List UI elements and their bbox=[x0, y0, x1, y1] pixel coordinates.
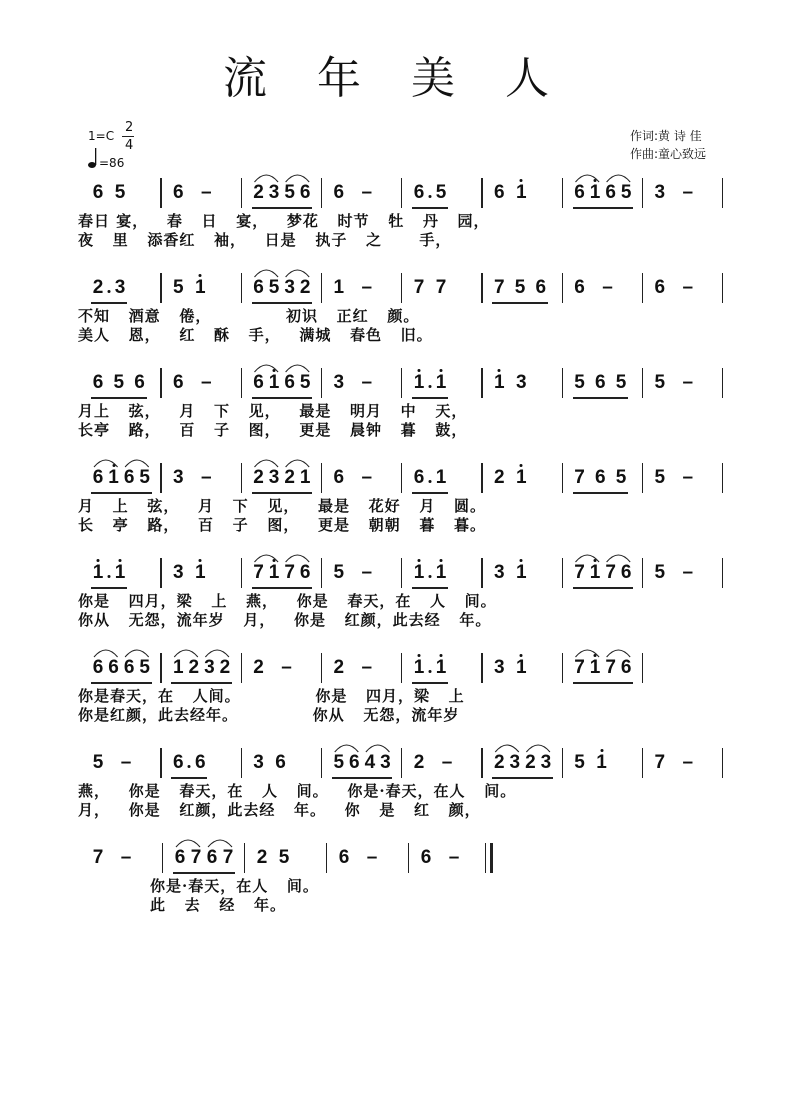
note: 2 bbox=[188, 657, 200, 678]
lyrics-verse-1: 你是·春天，在人 间。 bbox=[150, 877, 319, 895]
lyrics-verse-2: 月， 你是 红颜，此去经 年。 你 是 红 颜， bbox=[78, 801, 481, 819]
dash-mark: – bbox=[281, 657, 292, 678]
beam-underline bbox=[412, 587, 448, 589]
dash-mark: – bbox=[200, 372, 212, 393]
note: 2 bbox=[92, 277, 104, 298]
barline bbox=[401, 273, 402, 303]
note: 1 bbox=[268, 372, 280, 393]
note: 6 bbox=[123, 657, 135, 678]
note: 3 bbox=[268, 182, 280, 203]
beam-underline bbox=[412, 682, 448, 684]
high-octave-dot bbox=[440, 369, 443, 372]
beam-underline bbox=[492, 777, 553, 779]
note: 3 bbox=[268, 467, 280, 488]
time-signature-top: 2 bbox=[125, 120, 134, 135]
beam-underline bbox=[91, 302, 127, 304]
dash-mark: – bbox=[682, 562, 694, 583]
lyrics-verse-2: 你从 无怨，流年岁 月， 你是 红颜，此去经 年。 bbox=[78, 611, 492, 629]
barline bbox=[562, 368, 563, 398]
note: 6 bbox=[535, 277, 547, 298]
note: 1 bbox=[194, 562, 206, 583]
slur-arc bbox=[0, 730, 790, 760]
barline bbox=[562, 273, 563, 303]
note: 6 bbox=[620, 657, 632, 678]
note: 2 bbox=[284, 467, 295, 488]
note: 6 bbox=[284, 372, 295, 393]
slur-arc bbox=[0, 825, 790, 855]
beam-underline bbox=[573, 587, 634, 589]
beam-underline bbox=[252, 587, 313, 589]
dash-mark: – bbox=[120, 752, 132, 773]
note: 7 bbox=[253, 562, 264, 583]
beam-underline bbox=[252, 207, 313, 209]
barline bbox=[722, 368, 723, 398]
beam-underline bbox=[252, 397, 313, 399]
note: 4 bbox=[364, 752, 376, 773]
beam-underline bbox=[573, 397, 629, 399]
note: 7 bbox=[493, 277, 505, 298]
barline bbox=[642, 273, 643, 303]
note: 1 bbox=[333, 277, 345, 298]
note: 1 bbox=[596, 752, 607, 773]
note: 5 bbox=[268, 277, 280, 298]
barline bbox=[326, 843, 327, 873]
note: 6 bbox=[605, 182, 616, 203]
note: 1 bbox=[172, 657, 184, 678]
barline bbox=[481, 463, 482, 493]
note: 7 bbox=[654, 752, 666, 773]
barline bbox=[722, 273, 723, 303]
note: 3 bbox=[333, 372, 345, 393]
note: 6 bbox=[338, 847, 350, 868]
note: 5 bbox=[113, 372, 125, 393]
note: 5 bbox=[615, 467, 627, 488]
note: 6 bbox=[620, 562, 632, 583]
beam-underline bbox=[412, 207, 448, 209]
note: 2 bbox=[299, 277, 311, 298]
lyrics-verse-2: 长 亭 路， 百 子 图， 更是 朝朝 暮 暮。 bbox=[78, 516, 487, 534]
final-barline-thin bbox=[485, 843, 486, 873]
lyrics-verse-2: 此 去 经 年。 bbox=[150, 896, 287, 914]
note: 6 bbox=[413, 182, 425, 203]
note: 5 bbox=[654, 372, 666, 393]
beam-underline bbox=[91, 587, 127, 589]
high-octave-dot bbox=[600, 749, 603, 752]
slur-arc bbox=[0, 635, 790, 665]
note: 1 bbox=[515, 657, 527, 678]
high-octave-dot bbox=[418, 369, 421, 372]
notes-row bbox=[0, 558, 790, 592]
barline bbox=[244, 843, 245, 873]
note: 2 bbox=[333, 657, 345, 678]
dash-mark: – bbox=[361, 372, 373, 393]
dash-mark: – bbox=[361, 657, 373, 678]
note: 5 bbox=[114, 182, 126, 203]
note: 6 bbox=[123, 467, 135, 488]
note: 2 bbox=[219, 657, 231, 678]
note: 6 bbox=[92, 372, 104, 393]
barline bbox=[401, 368, 402, 398]
note: 6 bbox=[92, 467, 104, 488]
note: 1 bbox=[268, 562, 280, 583]
note: 1 bbox=[413, 562, 425, 583]
beam-underline bbox=[252, 492, 313, 494]
note: 6 bbox=[92, 657, 104, 678]
slur-arc bbox=[0, 160, 790, 190]
note: 1 bbox=[299, 467, 311, 488]
lyrics-verse-1: 春日 宴， 春 日 宴， 梦花 时节 牡 丹 园， bbox=[78, 212, 490, 230]
final-barline bbox=[490, 843, 493, 873]
dash-mark: – bbox=[682, 752, 694, 773]
beam-underline bbox=[252, 302, 313, 304]
augmentation-dot bbox=[108, 290, 111, 293]
lyrics-verse-1: 你是春天，在 人间。 你是 四月，梁 上 bbox=[78, 687, 465, 705]
note: 3 bbox=[493, 562, 505, 583]
note: 2 bbox=[253, 182, 264, 203]
note: 3 bbox=[509, 752, 521, 773]
note: 1 bbox=[413, 372, 425, 393]
note: 5 bbox=[139, 467, 150, 488]
barline bbox=[722, 463, 723, 493]
note: 2 bbox=[253, 657, 264, 678]
notes-row bbox=[0, 368, 790, 402]
note: 1 bbox=[515, 467, 527, 488]
beam-underline bbox=[173, 872, 235, 874]
note: 7 bbox=[190, 847, 202, 868]
notes-row bbox=[0, 273, 790, 307]
note: 6 bbox=[172, 182, 184, 203]
note: 5 bbox=[333, 562, 345, 583]
note: 5 bbox=[654, 562, 666, 583]
slur-arc bbox=[0, 350, 790, 380]
notes-row bbox=[0, 463, 790, 497]
note: 1 bbox=[589, 182, 601, 203]
note: 5 bbox=[172, 277, 184, 298]
notes-row bbox=[0, 843, 790, 877]
note: 5 bbox=[299, 372, 311, 393]
note: 1 bbox=[108, 467, 119, 488]
dash-mark: – bbox=[682, 182, 694, 203]
beam-underline bbox=[492, 302, 548, 304]
dash-mark: – bbox=[448, 847, 460, 868]
lyrics-verse-2: 长亭 路， 百 子 图， 更是 晨钟 暮 鼓， bbox=[78, 421, 468, 439]
dash-mark: – bbox=[200, 467, 212, 488]
barline bbox=[642, 748, 643, 778]
beam-underline bbox=[412, 397, 448, 399]
note: 6 bbox=[275, 752, 286, 773]
dash-mark: – bbox=[361, 467, 373, 488]
beam-underline bbox=[573, 207, 634, 209]
augmentation-dot bbox=[429, 385, 432, 388]
note: 7 bbox=[413, 277, 425, 298]
beam-underline bbox=[573, 492, 629, 494]
note: 5 bbox=[333, 752, 345, 773]
beam-underline bbox=[91, 682, 152, 684]
note: 7 bbox=[284, 562, 295, 583]
note: 5 bbox=[92, 752, 104, 773]
note: 5 bbox=[615, 372, 627, 393]
note: 2 bbox=[253, 467, 264, 488]
note: 5 bbox=[514, 277, 526, 298]
note: 1 bbox=[435, 562, 447, 583]
dash-mark: – bbox=[366, 847, 378, 868]
note: 3 bbox=[172, 467, 184, 488]
dash-mark: – bbox=[120, 847, 132, 868]
note: 6 bbox=[206, 847, 218, 868]
note: 6 bbox=[493, 182, 505, 203]
note: 6 bbox=[654, 277, 666, 298]
lyrics-verse-1: 不知 酒意 倦， 初识 正红 颜。 bbox=[78, 307, 420, 325]
note: 1 bbox=[435, 467, 447, 488]
note: 1 bbox=[114, 562, 126, 583]
barline bbox=[642, 653, 643, 683]
lyrics-verse-2: 你是红颜，此去经年。 你从 无怨，流年岁 bbox=[78, 706, 460, 724]
note: 7 bbox=[605, 657, 616, 678]
dash-mark: – bbox=[200, 182, 212, 203]
barline bbox=[321, 273, 322, 303]
barline bbox=[321, 463, 322, 493]
beam-underline bbox=[171, 777, 207, 779]
note: 6 bbox=[108, 657, 119, 678]
note: 3 bbox=[114, 277, 126, 298]
dash-mark: – bbox=[682, 372, 694, 393]
note: 3 bbox=[493, 657, 505, 678]
note: 1 bbox=[493, 372, 505, 393]
lyrics-verse-1: 燕， 你是 春天，在 人 间。 你是·春天，在人 间。 bbox=[78, 782, 517, 800]
time-signature-line bbox=[122, 136, 134, 137]
note: 1 bbox=[435, 657, 447, 678]
note: 2 bbox=[256, 847, 268, 868]
beam-underline bbox=[332, 777, 393, 779]
note: 3 bbox=[515, 372, 527, 393]
composer-credit: 作曲:童心致远 bbox=[630, 147, 707, 161]
barline bbox=[642, 463, 643, 493]
note: 6 bbox=[420, 847, 432, 868]
note: 7 bbox=[574, 467, 585, 488]
note: 3 bbox=[253, 752, 264, 773]
note: 6 bbox=[253, 277, 264, 298]
beam-underline bbox=[171, 682, 232, 684]
dash-mark: – bbox=[682, 467, 694, 488]
note: 6 bbox=[594, 467, 606, 488]
note: 6 bbox=[574, 182, 585, 203]
lyrics-verse-1: 你是 四月，梁 上 燕， 你是 春天，在 人 间。 bbox=[78, 592, 497, 610]
beam-underline bbox=[412, 492, 448, 494]
note: 1 bbox=[194, 277, 206, 298]
note: 6 bbox=[333, 467, 345, 488]
note: 1 bbox=[515, 182, 527, 203]
note: 6 bbox=[253, 372, 264, 393]
note: 6 bbox=[349, 752, 360, 773]
dash-mark: – bbox=[361, 562, 373, 583]
augmentation-dot bbox=[429, 670, 432, 673]
tempo-marking: =86 bbox=[99, 156, 125, 170]
slur-arc bbox=[0, 445, 790, 475]
note: 6 bbox=[299, 182, 311, 203]
lyricist-credit: 作词:黄 诗 佳 bbox=[630, 129, 702, 143]
note: 3 bbox=[380, 752, 391, 773]
dash-mark: – bbox=[441, 752, 453, 773]
note: 6 bbox=[194, 752, 206, 773]
note: 6 bbox=[134, 372, 145, 393]
barline bbox=[642, 178, 643, 208]
note: 1 bbox=[435, 372, 447, 393]
note: 5 bbox=[278, 847, 290, 868]
note: 2 bbox=[413, 752, 425, 773]
note: 1 bbox=[413, 657, 425, 678]
note: 7 bbox=[605, 562, 616, 583]
lyrics-verse-2: 夜 里 添香红 袖， 日是 执子 之 手， bbox=[78, 231, 452, 249]
barline bbox=[401, 463, 402, 493]
notes-row bbox=[0, 748, 790, 782]
augmentation-dot bbox=[429, 575, 432, 578]
barline bbox=[562, 463, 563, 493]
barline bbox=[481, 368, 482, 398]
note: 6 bbox=[413, 467, 425, 488]
slur-arc bbox=[0, 255, 790, 285]
note: 5 bbox=[139, 657, 150, 678]
note: 5 bbox=[435, 182, 447, 203]
barline bbox=[562, 748, 563, 778]
augmentation-dot bbox=[429, 480, 432, 483]
note: 7 bbox=[574, 562, 585, 583]
note: 1 bbox=[589, 562, 601, 583]
note: 7 bbox=[92, 847, 104, 868]
high-octave-dot bbox=[520, 464, 523, 467]
note: 5 bbox=[654, 467, 666, 488]
augmentation-dot bbox=[188, 765, 191, 768]
barline bbox=[722, 748, 723, 778]
note: 3 bbox=[172, 562, 184, 583]
barline bbox=[408, 843, 409, 873]
barline bbox=[722, 558, 723, 588]
time-signature-bottom: 4 bbox=[125, 138, 134, 153]
note: 2 bbox=[525, 752, 536, 773]
note: 6 bbox=[299, 562, 311, 583]
note: 2 bbox=[493, 467, 505, 488]
barline bbox=[481, 273, 482, 303]
barline bbox=[642, 558, 643, 588]
note: 2 bbox=[493, 752, 505, 773]
augmentation-dot bbox=[429, 195, 432, 198]
lyrics-verse-1: 月上 弦， 月 下 见， 最是 明月 中 天， bbox=[78, 402, 468, 420]
dash-mark: – bbox=[682, 277, 694, 298]
note: 6 bbox=[333, 182, 345, 203]
note: 5 bbox=[284, 182, 295, 203]
note: 7 bbox=[435, 277, 447, 298]
dash-mark: – bbox=[361, 182, 373, 203]
note: 6 bbox=[172, 752, 184, 773]
note: 5 bbox=[620, 182, 632, 203]
note: 6 bbox=[594, 372, 606, 393]
notes-row bbox=[0, 653, 790, 687]
note: 1 bbox=[515, 562, 527, 583]
barline bbox=[722, 178, 723, 208]
dash-mark: – bbox=[602, 277, 613, 298]
beam-underline bbox=[91, 397, 147, 399]
augmentation-dot bbox=[108, 575, 111, 578]
note: 6 bbox=[92, 182, 104, 203]
song-title: 流 年 美 人 bbox=[223, 53, 567, 104]
note: 3 bbox=[204, 657, 215, 678]
lyrics-verse-2: 美人 恩， 红 酥 手， 满城 春色 旧。 bbox=[78, 326, 433, 344]
lyrics-verse-1: 月 上 弦， 月 下 见， 最是 花好 月 圆。 bbox=[78, 497, 487, 515]
barline bbox=[642, 368, 643, 398]
barline bbox=[321, 368, 322, 398]
note: 6 bbox=[172, 372, 184, 393]
note: 6 bbox=[574, 277, 585, 298]
note: 5 bbox=[574, 372, 585, 393]
notes-row bbox=[0, 178, 790, 212]
note: 7 bbox=[222, 847, 234, 868]
high-octave-dot bbox=[498, 369, 501, 372]
note: 1 bbox=[589, 657, 601, 678]
note: 7 bbox=[574, 657, 585, 678]
note: 6 bbox=[174, 847, 186, 868]
note: 1 bbox=[92, 562, 104, 583]
note: 3 bbox=[540, 752, 552, 773]
note: 3 bbox=[284, 277, 295, 298]
dash-mark: – bbox=[361, 277, 373, 298]
key-signature: 1=C bbox=[88, 129, 115, 143]
note: 5 bbox=[574, 752, 585, 773]
beam-underline bbox=[573, 682, 634, 684]
note: 3 bbox=[654, 182, 666, 203]
beam-underline bbox=[91, 492, 152, 494]
slur-arc bbox=[0, 540, 790, 570]
